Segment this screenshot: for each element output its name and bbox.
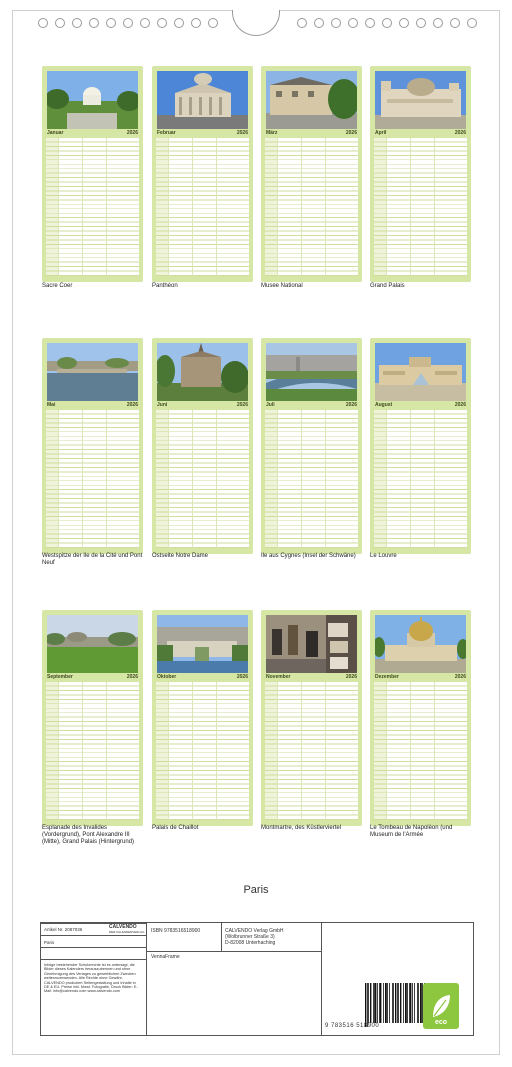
binding-hole (365, 18, 375, 28)
binding-hole (416, 18, 426, 28)
binding-hole (106, 18, 116, 28)
month-name: November (266, 674, 291, 680)
month-header (46, 401, 139, 409)
month-caption: Panthéon (152, 283, 178, 289)
month-card (261, 66, 362, 282)
month-caption: Esplanade des Invalides (Vordergrund), Pont Alexandre III (Mitte), Grand Palais (Hintergrund) (42, 825, 135, 845)
month-day-grid (46, 410, 139, 548)
month-day-grid (156, 410, 249, 548)
binding-hole (123, 18, 133, 28)
month-header (265, 401, 358, 409)
month-day-grid (265, 138, 358, 276)
month-name: Juli (266, 402, 275, 408)
month-header (374, 401, 467, 409)
month-card (152, 610, 253, 826)
month-card (42, 610, 143, 826)
month-card (261, 610, 362, 826)
month-name: August (375, 402, 393, 408)
binding-hole (467, 18, 477, 28)
month-year: 2026 (236, 674, 248, 680)
month-header (156, 673, 249, 681)
month-year: 2026 (454, 130, 466, 136)
month-name: Juni (157, 402, 168, 408)
month-year: 2026 (345, 402, 357, 408)
binding-hole (89, 18, 99, 28)
month-header (156, 401, 249, 409)
month-photo (157, 615, 248, 673)
month-card (370, 66, 471, 282)
month-caption: Montmartre, des Küstlerviertel (261, 825, 342, 831)
month-photo (47, 343, 138, 401)
month-photo (47, 615, 138, 673)
binding-hole (191, 18, 201, 28)
month-card (42, 338, 143, 554)
month-day-grid (374, 138, 467, 276)
month-photo (375, 615, 466, 673)
month-caption: Le Louvre (370, 553, 397, 559)
month-name: Februar (157, 130, 176, 136)
month-caption: Le Tombeau de Napolèon (und Museum de l'Armée (370, 825, 453, 838)
month-year: 2026 (236, 402, 248, 408)
legal-text: Infolge bestehender Schutzrechte ist es untersagt, die Bilder dieses Kalenders herauszutrennen und ohne Genehmigung des Verlages zu gewerblichen Zwecken weiterzuverwenden. Alle Rechte ohne Gewähr. CALVENDO produziert Seitengestaltung und Inhalte in DE & EU. Preise inkl. Mwst. Fotografie, Druck Bilder: E-Mail: info@calvendo.com www.calvendo.com (44, 963, 138, 994)
binding-hole (157, 18, 167, 28)
binding-hole (55, 18, 65, 28)
month-header (265, 673, 358, 681)
month-year: 2026 (126, 402, 138, 408)
month-name: April (375, 130, 387, 136)
publisher-tagline: DER KALENDERVERLAG (109, 930, 145, 934)
month-name: September (47, 674, 73, 680)
month-card (370, 338, 471, 554)
month-card (261, 338, 362, 554)
month-day-grid (265, 682, 358, 820)
binding-hole (331, 18, 341, 28)
month-caption: Sacre Coer (42, 283, 73, 289)
month-day-grid (156, 682, 249, 820)
month-day-grid (374, 682, 467, 820)
binding-hole (314, 18, 324, 28)
month-card (370, 610, 471, 826)
month-header (46, 129, 139, 137)
month-header (46, 673, 139, 681)
month-day-grid (46, 138, 139, 276)
binding-hole (433, 18, 443, 28)
month-photo (157, 343, 248, 401)
month-day-grid (374, 410, 467, 548)
binding-hole (348, 18, 358, 28)
month-photo (375, 71, 466, 129)
month-caption: Westspitze der Ile de la Cité und Pont Neuf (42, 553, 143, 566)
month-card (152, 338, 253, 554)
month-year: 2026 (126, 674, 138, 680)
month-name: Dezember (375, 674, 399, 680)
publisher-address: CALVENDO Verlag GmbH (Wolbrunner Straße 3) D-82008 Unterhaching (225, 928, 284, 946)
month-photo (266, 71, 357, 129)
binding-hole (72, 18, 82, 28)
binding-hole (450, 18, 460, 28)
month-name: Januar (47, 130, 64, 136)
month-year: 2026 (236, 130, 248, 136)
month-photo (266, 615, 357, 673)
eco-badge: eco (423, 983, 459, 1029)
month-caption: Grand Palais (370, 283, 405, 289)
month-header (374, 673, 467, 681)
month-caption: Palais de Chaillot (152, 825, 199, 831)
month-day-grid (46, 682, 139, 820)
month-header (156, 129, 249, 137)
isbn: ISBN 9783516518900 (151, 928, 201, 934)
month-card (152, 66, 253, 282)
binding-hole (208, 18, 218, 28)
calendar-title: Paris (243, 884, 269, 896)
month-year: 2026 (345, 130, 357, 136)
month-year: 2026 (454, 674, 466, 680)
binding-hole (399, 18, 409, 28)
month-header (265, 129, 358, 137)
month-name: Mai (47, 402, 56, 408)
month-year: 2026 (454, 402, 466, 408)
month-caption: Ile aus Cygnes (Insel der Schwäne) (261, 553, 356, 559)
article-number: Artikel Nr. 2087036 (44, 927, 83, 932)
month-day-grid (265, 410, 358, 548)
month-caption: Musee National (261, 283, 303, 289)
barcode-digits: 9 783516 518900 (325, 1023, 380, 1029)
binding-hole (140, 18, 150, 28)
month-name: März (266, 130, 278, 136)
binding-hole (382, 18, 392, 28)
month-card (42, 66, 143, 282)
month-photo (266, 343, 357, 401)
month-photo (47, 71, 138, 129)
format-name: VennaFrame (151, 954, 180, 960)
month-day-grid (156, 138, 249, 276)
month-year: 2026 (345, 674, 357, 680)
month-name: Oktober (157, 674, 177, 680)
leaf-icon (430, 993, 452, 1019)
month-photo (375, 343, 466, 401)
footer-imprint (40, 922, 474, 1036)
publisher-logo: CALVENDO (109, 924, 137, 930)
binding-hole (174, 18, 184, 28)
month-caption: Ostseite Notre Dame (152, 553, 209, 559)
binding-hole (38, 18, 48, 28)
month-photo (157, 71, 248, 129)
binding-hole (297, 18, 307, 28)
product-name: Paris (44, 940, 55, 945)
month-header (374, 129, 467, 137)
month-year: 2026 (126, 130, 138, 136)
